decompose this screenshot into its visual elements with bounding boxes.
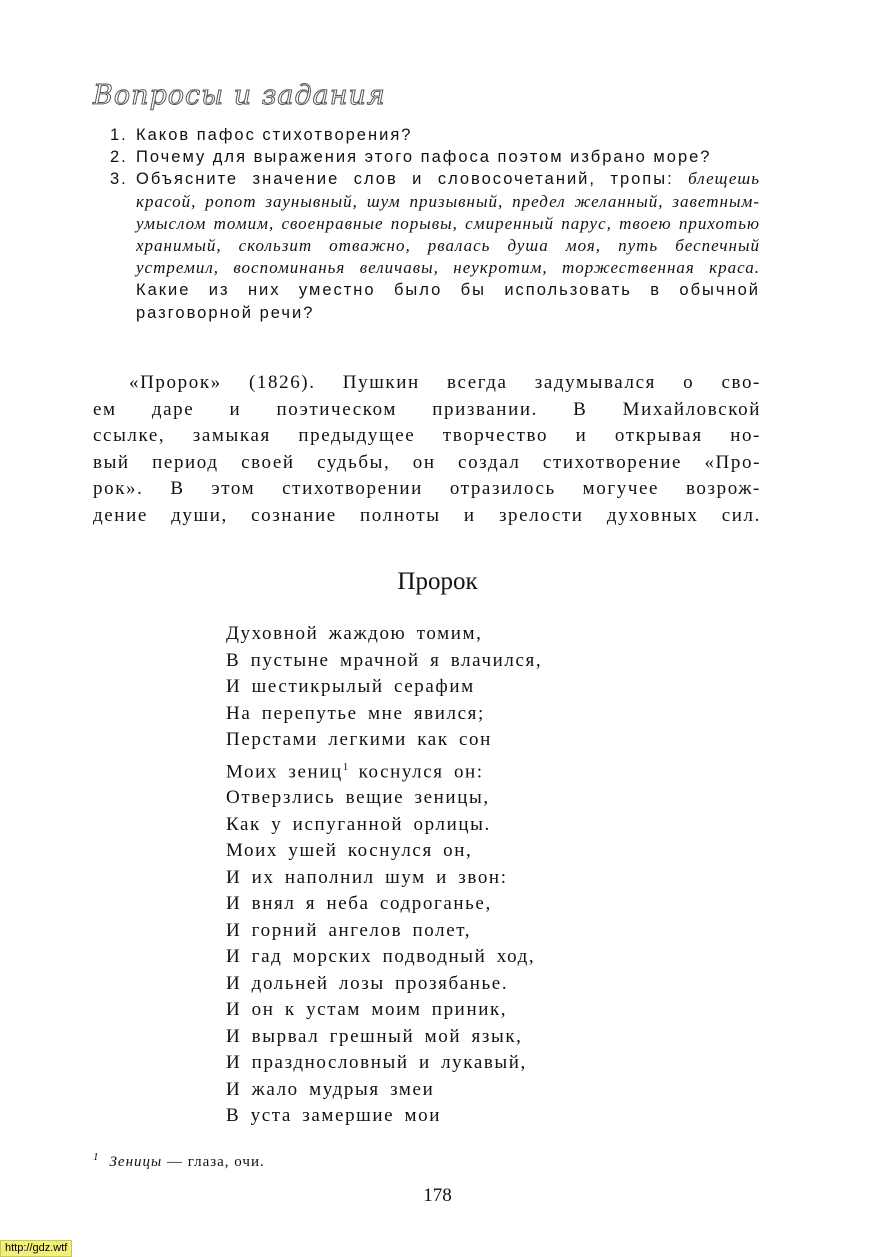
- question-text: Почему для выражения этого пафоса поэтом избрано море?: [136, 148, 712, 167]
- prose-line: рок». В этом стихотворении отразилось могучее возрож-: [93, 478, 761, 500]
- prose-line: ем даре и поэтическом призвании. В Михайловской: [93, 398, 761, 420]
- page-number: 178: [423, 1185, 452, 1206]
- prose-paragraph: [93, 370, 761, 530]
- watermark-link[interactable]: http://gdz.wtf: [0, 1240, 72, 1257]
- poem-line: И шестикрылый серафим: [226, 676, 475, 697]
- poem-line: И вырвал грешный мой язык,: [226, 1025, 523, 1047]
- poem-line: И гад морских подводный ход,: [226, 946, 536, 968]
- question-text: [136, 168, 760, 323]
- footnote-reference: 1: [342, 760, 349, 773]
- question-item: [110, 168, 760, 323]
- question-text-end: Какие из них уместно было бы использовать в обычной разговорной речи?: [136, 281, 760, 322]
- poem-line: И горний ангелов полет,: [226, 919, 472, 941]
- poem-line: Отверзлись вещие зеницы,: [226, 787, 490, 809]
- poem-line: Перстами легкими как сон: [226, 729, 492, 750]
- poem-line: И он к устам моим приник,: [226, 999, 508, 1021]
- poem-line: И внял я неба содроганье,: [226, 893, 492, 915]
- footnote: [93, 1151, 265, 1171]
- poem-line-end: коснулся он:: [348, 760, 484, 782]
- prose-line: ссылке, замыкая предыдущее творчество и открывая но-: [93, 425, 761, 447]
- question-number: 1.: [110, 126, 128, 144]
- question-text-start: Объясните значение слов и словосочетаний, тропы:: [136, 170, 689, 189]
- poem-title: Пророк: [397, 568, 478, 595]
- prose-line: дение души, сознание полноты и зрелости духовных сил.: [93, 504, 761, 526]
- poem-line: Духовной жаждою томим,: [226, 623, 483, 644]
- poem-line: В пустыне мрачной я влачился,: [226, 649, 543, 671]
- poem: [226, 621, 542, 1130]
- poem-line: На перепутье мне явился;: [226, 702, 485, 724]
- question-number: 3.: [110, 170, 128, 189]
- poem-line: И их наполнил шум и звон:: [226, 866, 508, 888]
- section-heading: Вопросы и задания: [93, 80, 386, 111]
- question-item: [110, 146, 760, 168]
- poem-line: Как у испуганной орлицы.: [226, 813, 491, 835]
- footnote-mark: 1: [93, 1151, 100, 1163]
- questions-list: [110, 124, 760, 324]
- question-item: [110, 124, 760, 146]
- question-number: 2.: [110, 148, 128, 167]
- poem-line: Моих ушей коснулся он,: [226, 840, 473, 862]
- question-tropes-italic: блещешь красой, ропот заунывный, шум призывный, предел желанный, заветным- умыслом томим, своенравные порывы, смиренный парус, твоею прихотью хранимый, скользит отважно, рвалась душа моя, путь беспечный устремил, воспоминанья величавы, неукротим, торжественная краса.: [136, 169, 760, 278]
- footnote-term: Зеницы: [109, 1154, 163, 1170]
- poem-line-start: Моих зениц: [226, 760, 343, 782]
- poem-line: И дольней лозы прозябанье.: [226, 972, 509, 994]
- poem-line: В уста замершие мои: [226, 1105, 442, 1127]
- poem-line: И празднословный и лукавый,: [226, 1052, 527, 1074]
- prose-line: вый период своей судьбы, он создал стихотворение «Про-: [93, 451, 761, 473]
- footnote-definition: — глаза, очи.: [162, 1154, 265, 1170]
- poem-line: [226, 754, 542, 786]
- poem-line: И жало мудрыя змеи: [226, 1078, 435, 1100]
- prose-line: «Пророк» (1826). Пушкин всегда задумывался о сво-: [129, 372, 761, 393]
- question-text: Каков пафос стихотворения?: [136, 126, 413, 144]
